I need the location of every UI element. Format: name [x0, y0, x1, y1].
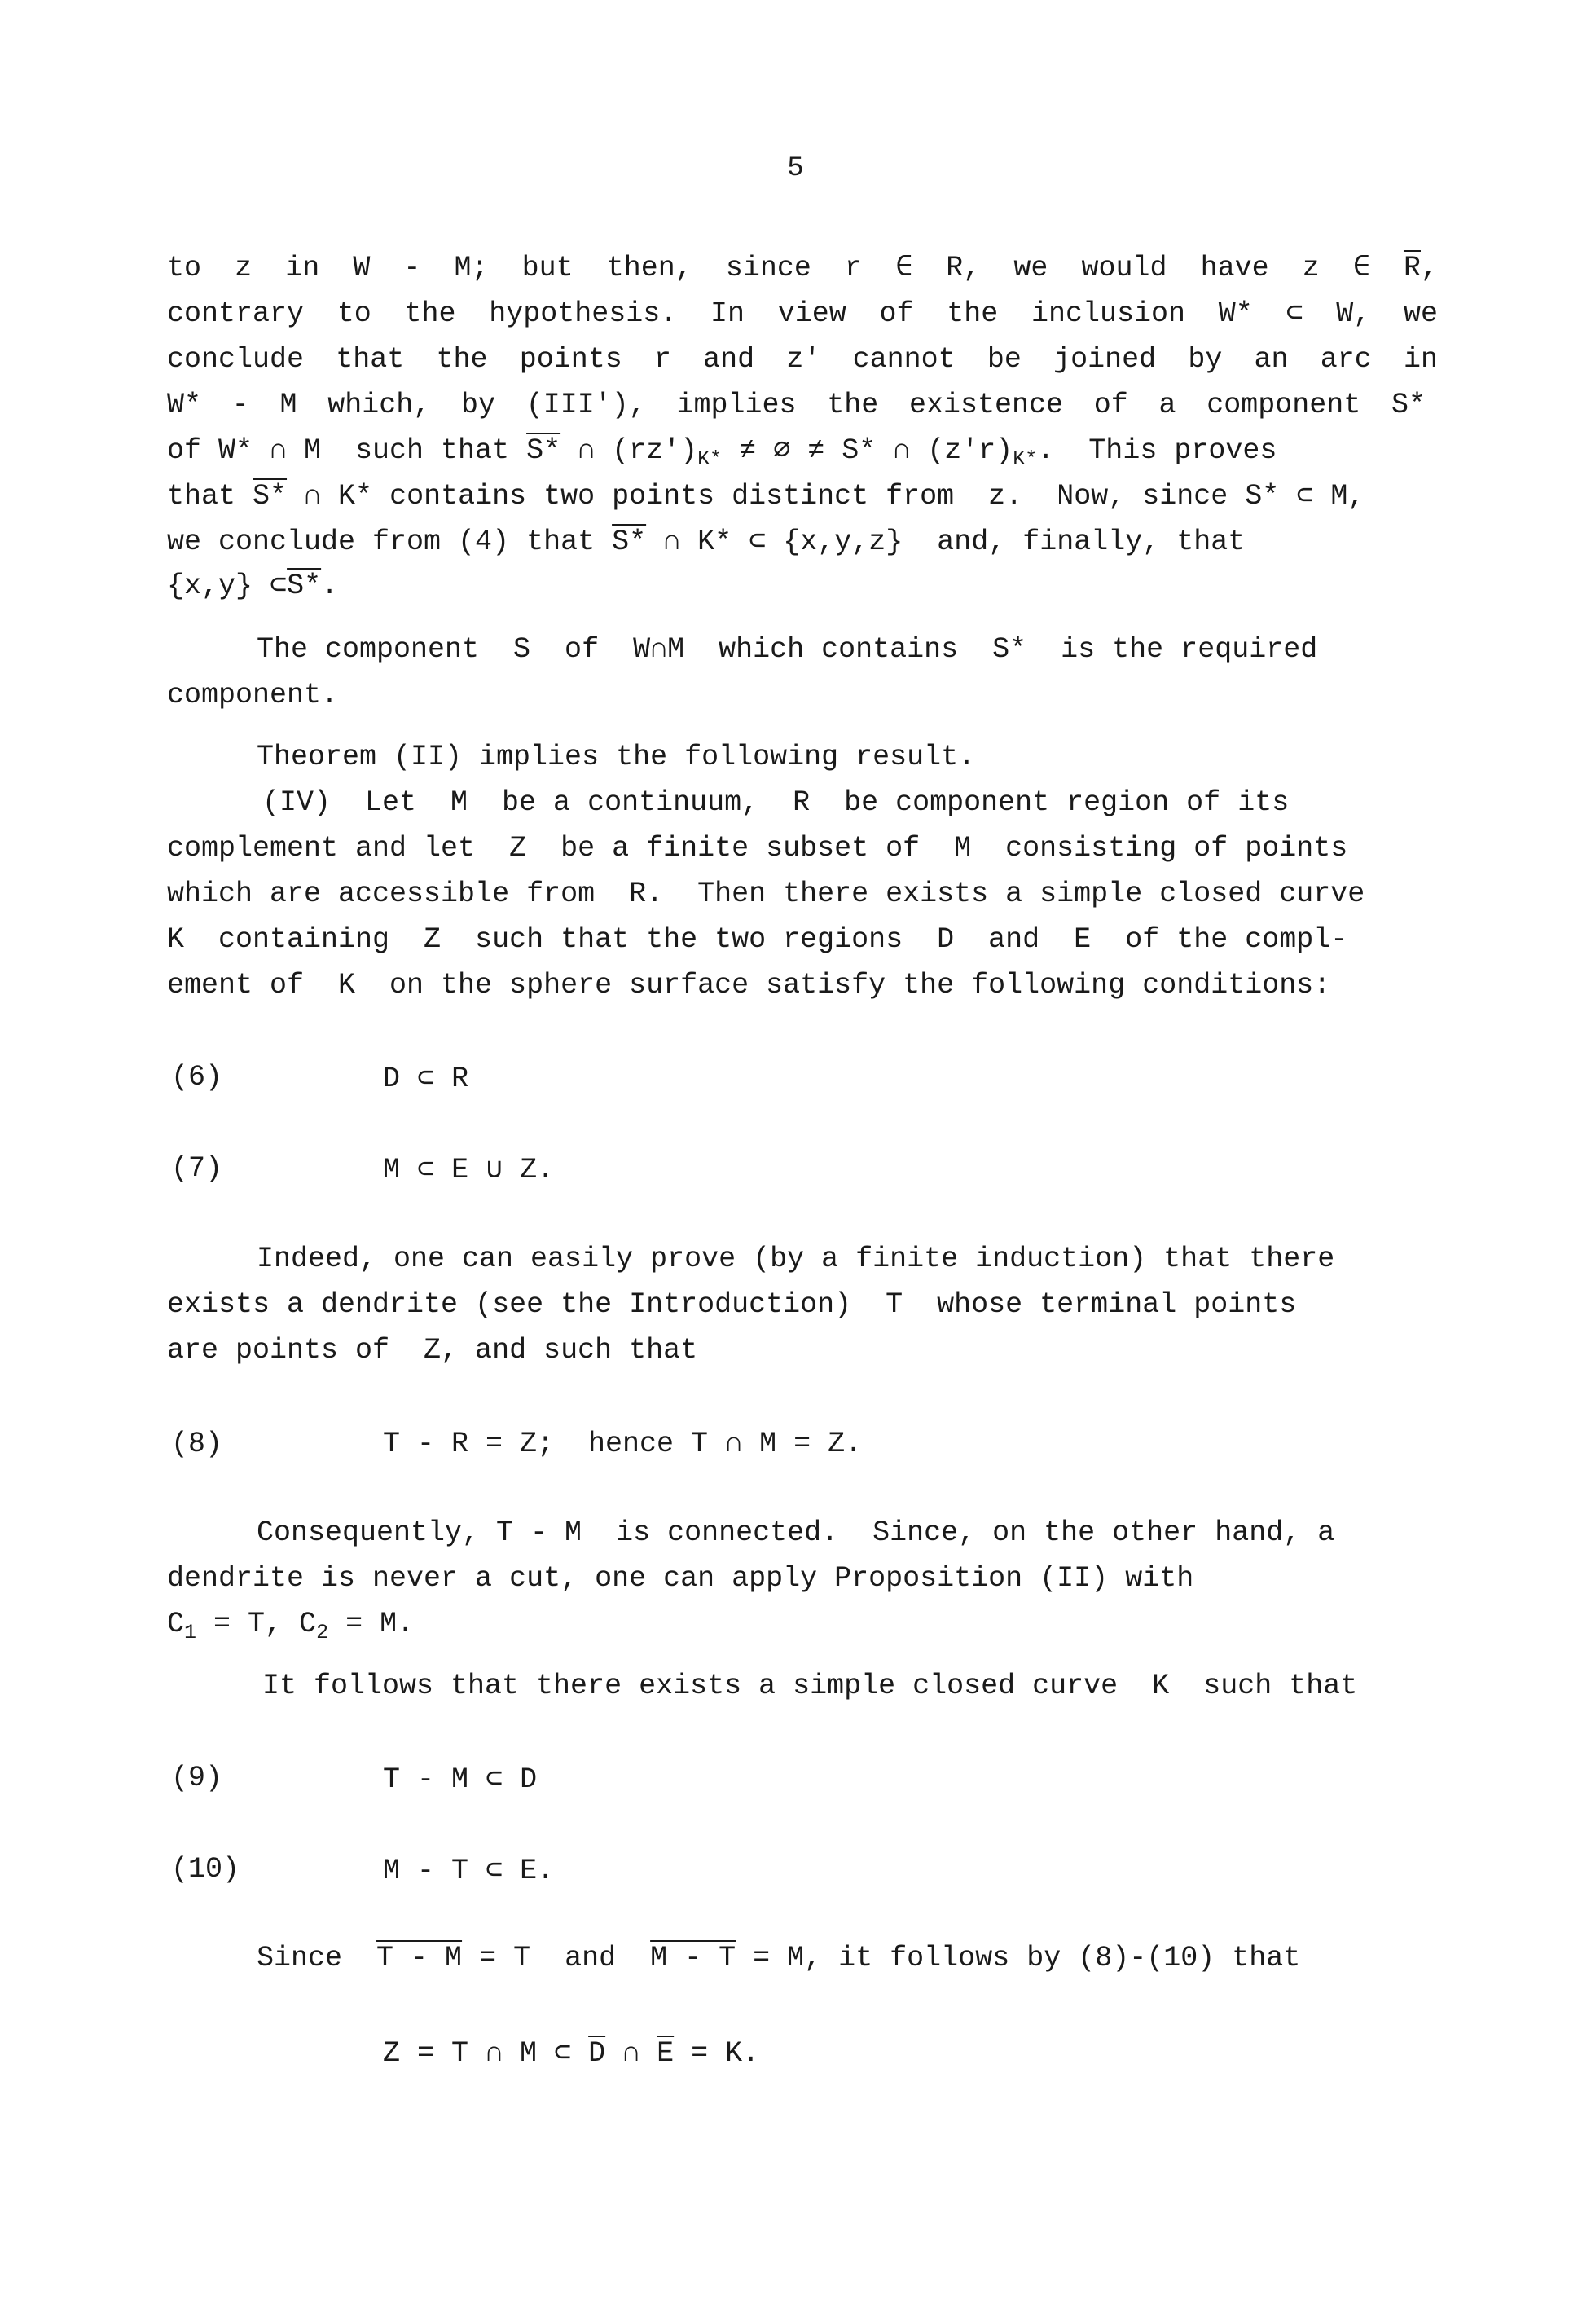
text-line: complement and let Z be a finite subset of M consisting of points	[167, 832, 1348, 865]
text-line: we conclude from (4) that S* ∩ K* ⊂ {x,y,z} and, finally, that	[167, 526, 1246, 558]
equation-number: (7)	[171, 1152, 223, 1185]
text-line: The component S of W∩M which contains S* is the required	[257, 633, 1318, 666]
text-line: dendrite is never a cut, one can apply Proposition (II) with	[167, 1562, 1194, 1595]
text-line: are points of Z, and such that	[167, 1334, 698, 1367]
text-line: Theorem (II) implies the following result.	[257, 741, 976, 773]
equation: M ⊂ E ∪ Z.	[383, 1154, 555, 1186]
text-line: exists a dendrite (see the Introduction) T whose terminal points	[167, 1288, 1297, 1321]
equation: T - R = Z; hence T ∩ M = Z.	[383, 1428, 863, 1460]
text-line: $C_1 = T$, $C_2 = M$.	[167, 1608, 415, 1644]
text-line: of W* ∩ M such that S* ∩ $(rz')_{K*}$ ≠ ∅ ≠ S* ∩ $(z'r)_{K*}$. This proves	[167, 434, 1277, 471]
text-line: ement of K on the sphere surface satisfy the following conditions:	[167, 969, 1331, 1001]
equation: T - M ⊂ D	[383, 1763, 538, 1796]
text-line: K containing Z such that the two regions D and E of the compl-	[167, 923, 1348, 956]
equation: Z = T ∩ M ⊂ $\overline{D}$ ∩ $\overline{E} = K$.	[383, 2037, 760, 2070]
text-line: to z in W - M; but then, since r ∈ R, we would have z ∈ $\overline{R}$,	[167, 252, 1438, 284]
text-line: which are accessible from R. Then there exists a simple closed curve	[167, 878, 1365, 910]
text-line: {x,y} ⊂S*.	[167, 570, 339, 602]
text-line: component.	[167, 679, 339, 711]
text-line: conclude that the points r and z' cannot be joined by an arc in	[167, 343, 1438, 376]
text-line: It follows that there exists a simple closed curve K such that	[262, 1670, 1358, 1702]
page-number: 5	[787, 153, 804, 184]
text-line: Consequently, T - M is connected. Since, on the other hand, a	[257, 1516, 1335, 1549]
equation-number: (10)	[171, 1853, 240, 1886]
text-line: contrary to the hypothesis. In view of the inclusion W* ⊂ W, we	[167, 297, 1438, 330]
text-line: W* - M which, by (III'), implies the existence of a component S*	[167, 389, 1426, 421]
text-line: Since T - M = T and M - T = M, it follows by (8)-(10) that	[257, 1942, 1301, 1974]
text-line: (IV) Let M be a continuum, R be component region of its	[262, 786, 1290, 819]
text-line: Indeed, one can easily prove (by a finite induction) that there	[257, 1243, 1335, 1275]
equation-number: (9)	[171, 1762, 223, 1794]
text-line: that S* ∩ K* contains two points distinct from z. Now, since S* ⊂ M,	[167, 480, 1365, 513]
equation-number: (8)	[171, 1428, 223, 1460]
equation: D ⊂ R	[383, 1063, 469, 1095]
equation: M - T ⊂ E.	[383, 1855, 555, 1887]
equation-number: (6)	[171, 1061, 223, 1094]
